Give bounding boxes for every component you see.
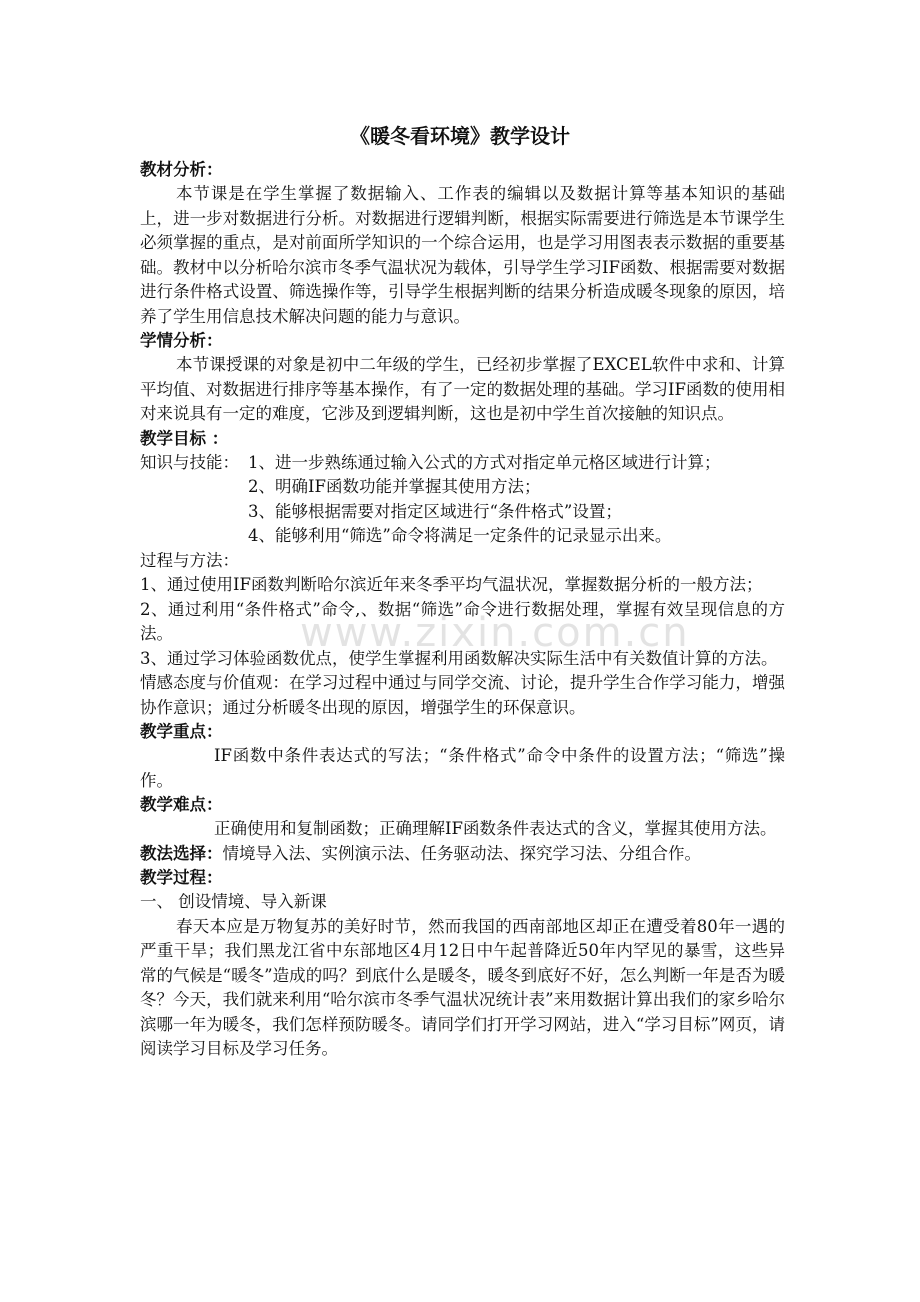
section-heading-key-points: 教学重点： — [140, 722, 223, 741]
process-item: 2、通过利用“条件格式”命令,、数据“筛选”命令进行数据处理，掌握有效呈现信息的方法。 — [140, 599, 785, 643]
process-item: 3、通过学习体验函数优点，使学生掌握利用函数解决实际生活中有关数值计算的方法。 — [140, 648, 778, 668]
process-label: 过程与方法： — [140, 550, 239, 570]
section-heading-students: 学情分析： — [140, 331, 223, 350]
methods-line — [140, 842, 785, 867]
material-paragraph: 本节课是在学生掌握了数据输入、工作表的编辑以及数据计算等基本知识的基础上，进一步对数据进行分析。对数据进行逻辑判断，根据实际需要进行筛选是本节课学生必须掌握的重点，是对前面所学知识的一个综合运用，也是学习用图表表示数据的重要基础。教材中以分析哈尔滨市冬季气温状况为载体，引导学生学习IF函数、根据需要对数据进行条件格式设置、筛选操作等，引导学生根据判断的结果分析造成暖冬现象的原因，培养了学生用信息技术解决问题的能力与意识。 — [140, 184, 785, 326]
knowledge-item: 1、进一步熟练通过输入公式的方式对指定单元格区域进行计算； — [248, 452, 721, 472]
step-title: 一、 创设情境、导入新课 — [140, 892, 327, 911]
step-paragraph: 春天本应是万物复苏的美好时节，然而我国的西南部地区却正在遭受着80年一遇的严重干旱；我们黑龙江省中东部地区4月12日中午起普降近50年内罕见的暴雪，这些异常的气候是“暖冬”造成的吗？到底什么是暖冬，暖冬到底好不好，怎么判断一年是否为暖冬？今天，我们就来利用“哈尔滨市冬季气温状况统计表”来用数据计算出我们的家乡哈尔滨哪一年为暖冬，我们怎样预防暖冬。请同学们打开学习网站，进入“学习目标”网页，请阅读学习目标及学习任务。 — [140, 916, 785, 1058]
knowledge-item: 2、明确IF函数功能并掌握其使用方法； — [248, 477, 541, 496]
knowledge-item: 4、能够利用“筛选”命令将满足一定条件的记录显示出来。 — [248, 526, 672, 545]
document-title: 《暖冬看环境》教学设计 — [350, 124, 570, 148]
section-heading-difficulties: 教学难点： — [140, 795, 223, 814]
knowledge-item: 3、能够根据需要对指定区域进行“条件格式”设置； — [248, 501, 622, 521]
knowledge-label: 知识与技能： — [140, 452, 239, 472]
methods-text: 情境导入法、实例演示法、任务驱动法、探究学习法、分组合作。 — [222, 843, 701, 863]
key-points-paragraph: IF函数中条件表达式的写法；“条件格式”命令中条件的设置方法；“筛选”操作。 — [140, 746, 785, 790]
document-body — [140, 158, 785, 1062]
process-item: 1、通过使用IF函数判断哈尔滨近年来冬季平均气温状况，掌握数据分析的一般方法； — [140, 575, 763, 594]
section-heading-process: 教学过程： — [140, 868, 223, 887]
section-heading-material: 教材分析： — [140, 160, 223, 179]
watermark: www.zixin.com.cn — [300, 610, 690, 656]
section-heading-goals: 教学目标 ： — [140, 428, 229, 448]
emotion-paragraph: 情感态度与价值观：在学习过程中通过与同学交流、讨论，提升学生合作学习能力，增强协作意识；通过分析暖冬出现的原因，增强学生的环保意识。 — [140, 673, 785, 717]
difficulties-paragraph: 正确使用和复制函数；正确理解IF函数条件表达式的含义，掌握其使用方法。 — [214, 819, 777, 838]
students-paragraph: 本节课授课的对象是初中二年级的学生，已经初步掌握了EXCEL软件中求和、计算平均值、对数据进行排序等基本操作，有了一定的数据处理的基础。学习IF函数的使用相对来说具有一定的难度，它涉及到逻辑判断，这也是初中学生首次接触的知识点。 — [140, 355, 785, 423]
knowledge-row — [140, 451, 785, 476]
section-heading-methods: 教法选择： — [140, 843, 223, 863]
